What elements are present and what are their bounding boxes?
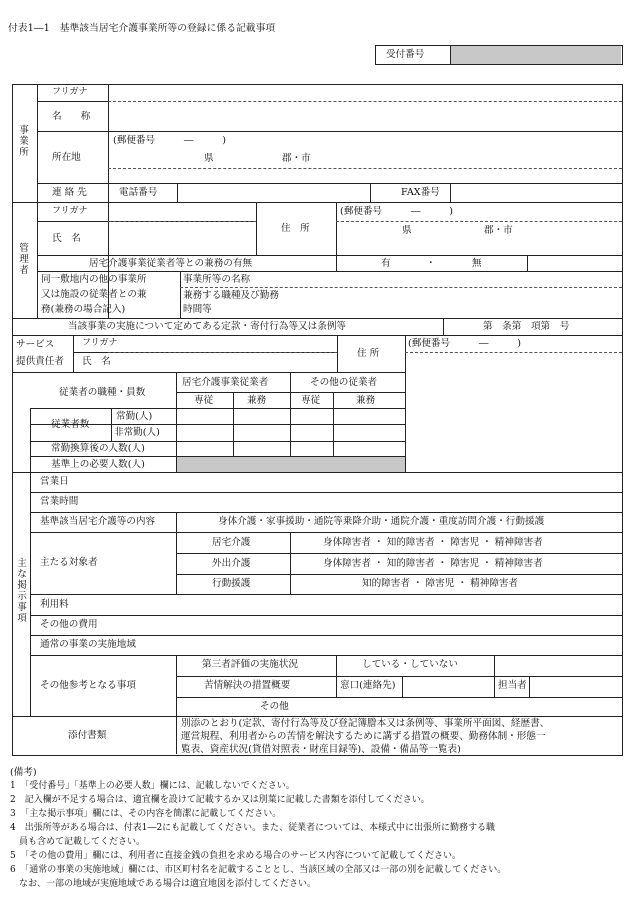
business-days-label: 営業日	[40, 476, 69, 487]
other-label: その他	[260, 701, 289, 712]
business-hours-label: 営業時間	[40, 496, 79, 507]
staff-parttime-label: 非常勤(人)	[114, 427, 160, 438]
staff-other-fulltime: 専従	[301, 395, 321, 406]
service-name-label: 氏 名	[82, 356, 111, 367]
staff-other-header: その他の従業者	[310, 377, 378, 388]
attachments-line2: 運営規程、利用者からの苦情を解決するために講ずる措置の概要、勤務体制・形態一	[181, 731, 546, 742]
staff-home-fulltime: 専従	[194, 395, 214, 406]
service-address-label: 住 所	[357, 348, 380, 359]
home-care-value: 身体障害者 ・ 知的障害者 ・ 障害児 ・ 精神障害者	[323, 537, 543, 548]
note-5: 5 「その他の費用」欄には、利用者に直接金銭の負担を求める場合のサービス内容について記載してください。	[10, 851, 462, 861]
content-value: 身体介護・家事援助・通院等乗降介助・通院介護・重度訪問介護・行動援護	[218, 516, 545, 527]
office-phone-label: 電話番号	[119, 187, 158, 198]
notes-title: (備考)	[10, 767, 37, 778]
staff-home-concurrent: 兼務	[247, 395, 267, 406]
note-6b: なお、一部の地域が実施地域である場合は適宜地図を添付してください。	[10, 879, 317, 889]
service-label-line1: サービス	[16, 339, 55, 350]
manager-ken: 県	[402, 225, 412, 236]
note-3: 3 「主な掲示事項」欄には、その内容を簡潔に記載してください。	[10, 809, 282, 819]
manager-other-line2: 又は施設の従業者との兼	[41, 289, 147, 300]
manager-duty-line2: 時間等	[183, 304, 212, 315]
manager-facility-name-label: 事業所等の名称	[183, 274, 251, 285]
manager-concurrent-label: 居宅介護事業従業者等との兼務の有無	[89, 258, 253, 269]
office-location-label: 所在地	[52, 152, 81, 163]
target-label: 主たる対象者	[40, 557, 98, 568]
home-care-label: 居宅介護	[212, 537, 251, 548]
receipt-number-label: 受付番号	[386, 49, 425, 60]
fee-label: 利用料	[40, 599, 69, 610]
note-4a: 4 出張所等がある場合は、付表1―2にも記載してください。また、従業者については、本様式中に出張所に勤務する職	[10, 823, 496, 833]
area-label: 通常の事業の実施地域	[40, 639, 136, 650]
office-gunshi: 郡・市	[282, 153, 311, 164]
other-cost-label: その他の費用	[40, 619, 98, 630]
note-6a: 6 「通常の事業の実施地域」欄には、市区町村名を記載することとし、当該区域の全部又は一部の別を記載してください。	[10, 865, 507, 875]
behavior-label: 行動援護	[212, 578, 251, 589]
staff-required-label: 基準上の必要人数(人)	[51, 459, 145, 470]
note-1: 1 「受付番号」「基準上の必要人数」欄には、記載しないでください。	[10, 781, 295, 791]
outing-value: 身体障害者 ・ 知的障害者 ・ 障害児 ・ 精神障害者	[323, 558, 543, 569]
office-name-label: 名 称	[52, 111, 91, 122]
attachments-label: 添付書類	[68, 730, 107, 741]
note-2: 2 記入欄が不足する場合は、適宜欄を設けて記載するか又は別葉に記載した書類を添付してください。	[10, 795, 430, 805]
staff-home-care-header: 居宅介護事業従業者	[182, 377, 269, 388]
staff-fte-label: 常勤換算後の人数(人)	[51, 443, 145, 454]
person-label: 担当者	[498, 680, 527, 691]
content-label: 基準該当居宅介護等の内容	[40, 516, 156, 527]
office-postal: (郵便番号 ― )	[113, 135, 227, 146]
staff-header: 従業者の職種・員数	[59, 387, 146, 398]
manager-name-label: 氏 名	[52, 233, 81, 244]
office-furigana-label: フリガナ	[52, 87, 88, 97]
rules-article: 第 条第 項第 号	[483, 321, 570, 332]
office-contact-label: 連 絡 先	[52, 187, 87, 198]
office-fax-label: FAX番号	[401, 187, 440, 198]
third-party-value: している・していない	[362, 659, 458, 670]
outing-label: 外出介護	[212, 558, 251, 569]
manager-furigana-label: フリガナ	[52, 206, 88, 216]
manager-other-line3: 務(兼務の場合記入)	[41, 304, 126, 315]
office-ken: 県	[204, 153, 214, 164]
note-4b: 員も含めて記載してください。	[10, 837, 146, 847]
window-label: 窓口(連絡先)	[340, 680, 396, 691]
staff-other-concurrent: 兼務	[356, 395, 376, 406]
manager-address-label: 住 所	[281, 223, 310, 234]
service-label-line2: 提供責任者	[16, 356, 64, 367]
manager-concurrent-dot: ・	[426, 258, 436, 269]
manager-postal: (郵便番号 ― )	[340, 206, 454, 217]
attachments-line1: 別添のとおり(定款、寄付行為等及び登記簿謄本又は条例等、事業所平面図、経歴書、	[181, 718, 550, 729]
manager-other-line1: 同一敷地内の他の事業所	[41, 274, 147, 285]
manager-gunshi: 郡・市	[484, 225, 513, 236]
manager-section-label: 管 理 者	[19, 243, 29, 276]
third-party-label: 第三者評価の実施状況	[202, 659, 298, 670]
reference-label: その他参考となる事項	[40, 680, 136, 691]
manager-concurrent-yes[interactable]: 有	[381, 258, 391, 269]
attachments-line3: 覧表、資産状況(貸借対照表・財産目録等)、設備・備品等一覧表)	[181, 744, 461, 755]
office-section-label: 事 業 所	[19, 125, 29, 158]
behavior-value: 知的障害者 ・ 障害児 ・ 精神障害者	[362, 578, 519, 589]
posting-section-label: 主 な 掲 示 事 項	[17, 558, 27, 624]
staff-count-label: 従業者数	[51, 419, 90, 430]
manager-concurrent-no[interactable]: 無	[472, 258, 482, 269]
receipt-number-field[interactable]	[451, 46, 621, 64]
form-title: 付表1―1 基準該当居宅介護事業所等の登録に係る記載事項	[8, 23, 276, 34]
service-postal: (郵便番号 ― )	[408, 338, 522, 349]
staff-fulltime-label: 常勤(人)	[116, 411, 153, 422]
manager-duty-line1: 兼務する職種及び勤務	[183, 290, 279, 301]
rules-label: 当該事業の実施について定めてある定款・寄付行為等又は条例等	[68, 321, 347, 332]
complaint-label: 苦情解決の措置概要	[204, 680, 291, 691]
service-furigana-label: フリガナ	[82, 338, 118, 348]
